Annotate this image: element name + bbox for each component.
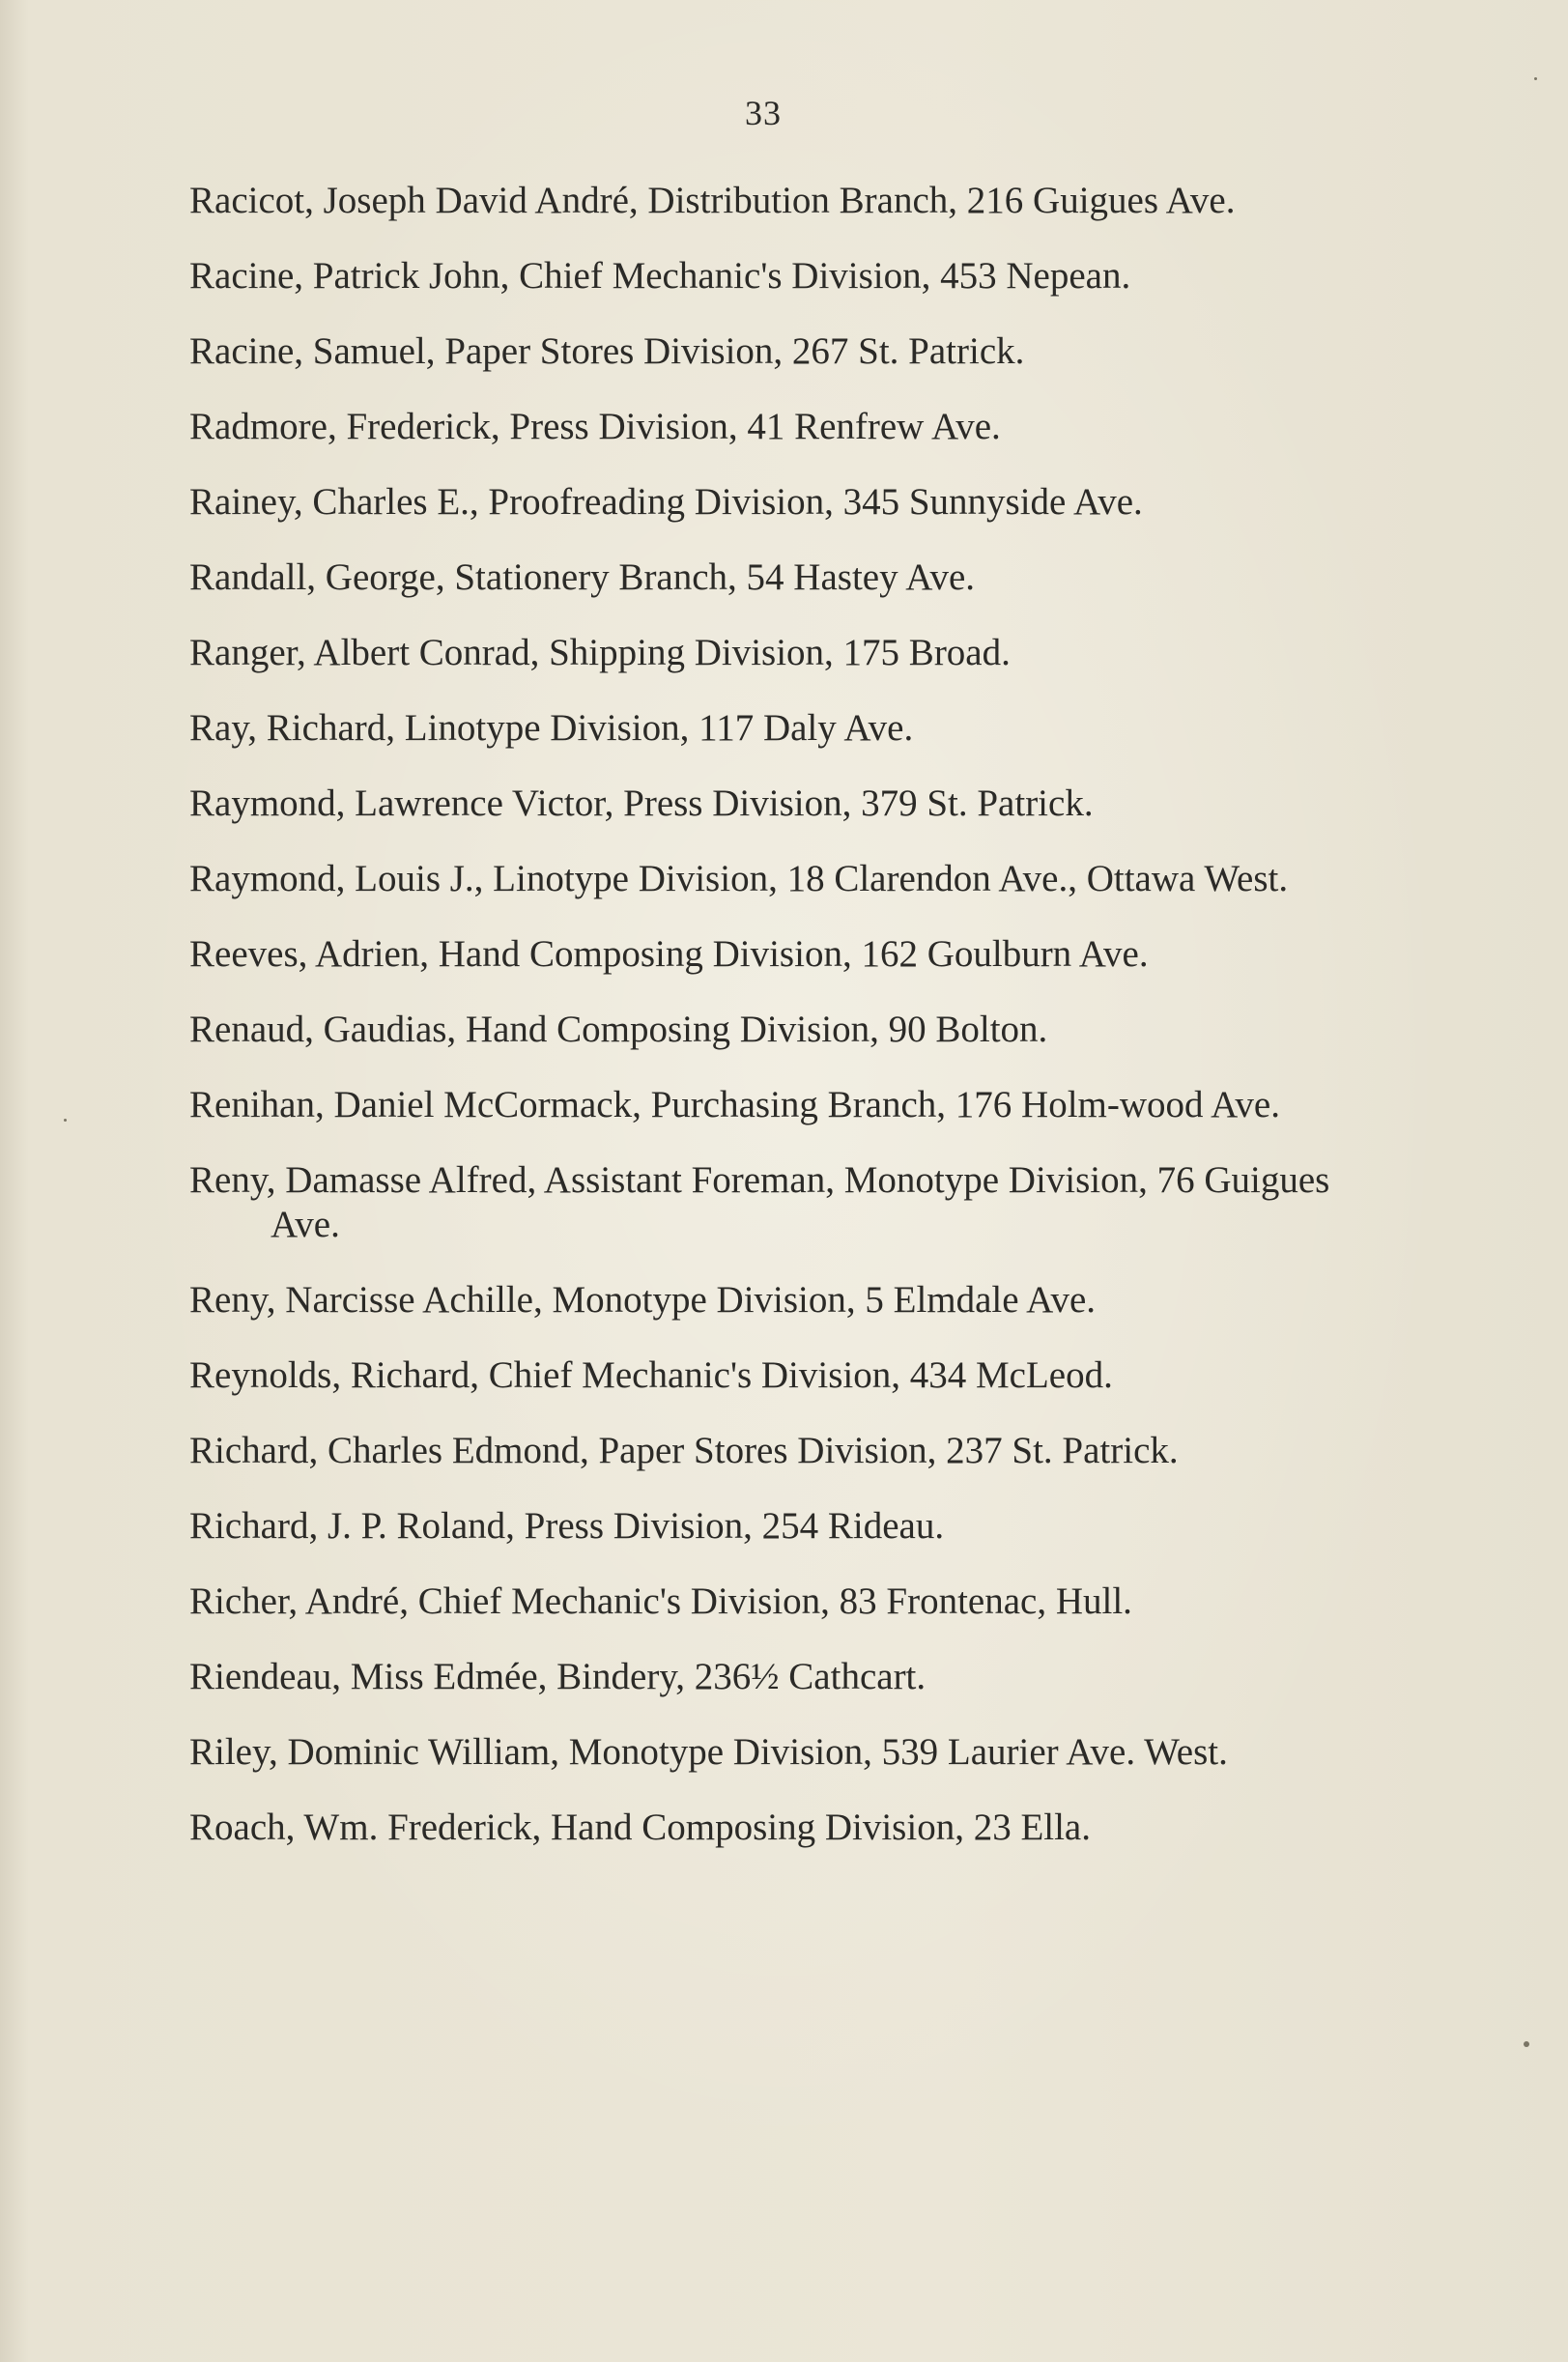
list-item: Radmore, Frederick, Press Division, 41 Renfrew Ave.: [189, 406, 1001, 447]
list-item: Richard, Charles Edmond, Paper Stores Division, 237 St. Patrick.: [189, 1430, 1179, 1471]
list-item: Rainey, Charles E., Proofreading Division, 345 Sunnyside Ave.: [189, 481, 1143, 523]
list-item: Reeves, Adrien, Hand Composing Division, 162 Goulburn Ave.: [189, 933, 1149, 975]
list-item: Randall, George, Stationery Branch, 54 Hastey Ave.: [189, 556, 976, 598]
list-item: Richard, J. P. Roland, Press Division, 254 Rideau.: [189, 1505, 945, 1547]
list-item: Richer, André, Chief Mechanic's Division, 83 Frontenac, Hull.: [189, 1580, 1132, 1622]
list-item: Reny, Damasse Alfred, Assistant Foreman, Monotype Division, 76 Guigues Ave.: [189, 1159, 1330, 1245]
directory-list: [189, 179, 1349, 1881]
paper-speck: [64, 1119, 67, 1122]
list-item: Racicot, Joseph David André, Distribution Branch, 216 Guigues Ave.: [189, 180, 1236, 221]
list-item: Riendeau, Miss Edmée, Bindery, 236½ Cathcart.: [189, 1656, 927, 1697]
list-item: Raymond, Louis J., Linotype Division, 18 Clarendon Ave., Ottawa West.: [189, 858, 1289, 899]
list-item: Raymond, Lawrence Victor, Press Division, 379 St. Patrick.: [189, 783, 1094, 824]
list-item: Racine, Patrick John, Chief Mechanic's Division, 453 Nepean.: [189, 255, 1131, 297]
list-item: Ray, Richard, Linotype Division, 117 Daly Ave.: [189, 707, 914, 749]
list-item: Roach, Wm. Frederick, Hand Composing Division, 23 Ella.: [189, 1807, 1091, 1848]
list-item: Racine, Samuel, Paper Stores Division, 267 St. Patrick.: [189, 330, 1025, 372]
list-item: Reny, Narcisse Achille, Monotype Division, 5 Elmdale Ave.: [189, 1279, 1096, 1321]
list-item: Ranger, Albert Conrad, Shipping Division, 175 Broad.: [189, 632, 1011, 673]
list-item: Reynolds, Richard, Chief Mechanic's Division, 434 McLeod.: [189, 1354, 1113, 1396]
paper-speck: [1534, 77, 1537, 80]
list-item: Riley, Dominic William, Monotype Division, 539 Laurier Ave. West.: [189, 1731, 1228, 1773]
list-item: Renihan, Daniel McCormack, Purchasing Branch, 176 Holm-wood Ave.: [189, 1084, 1280, 1125]
paper-speck: [1524, 2041, 1529, 2047]
page-number: 33: [745, 94, 782, 132]
list-item: Renaud, Gaudias, Hand Composing Division, 90 Bolton.: [189, 1009, 1048, 1050]
